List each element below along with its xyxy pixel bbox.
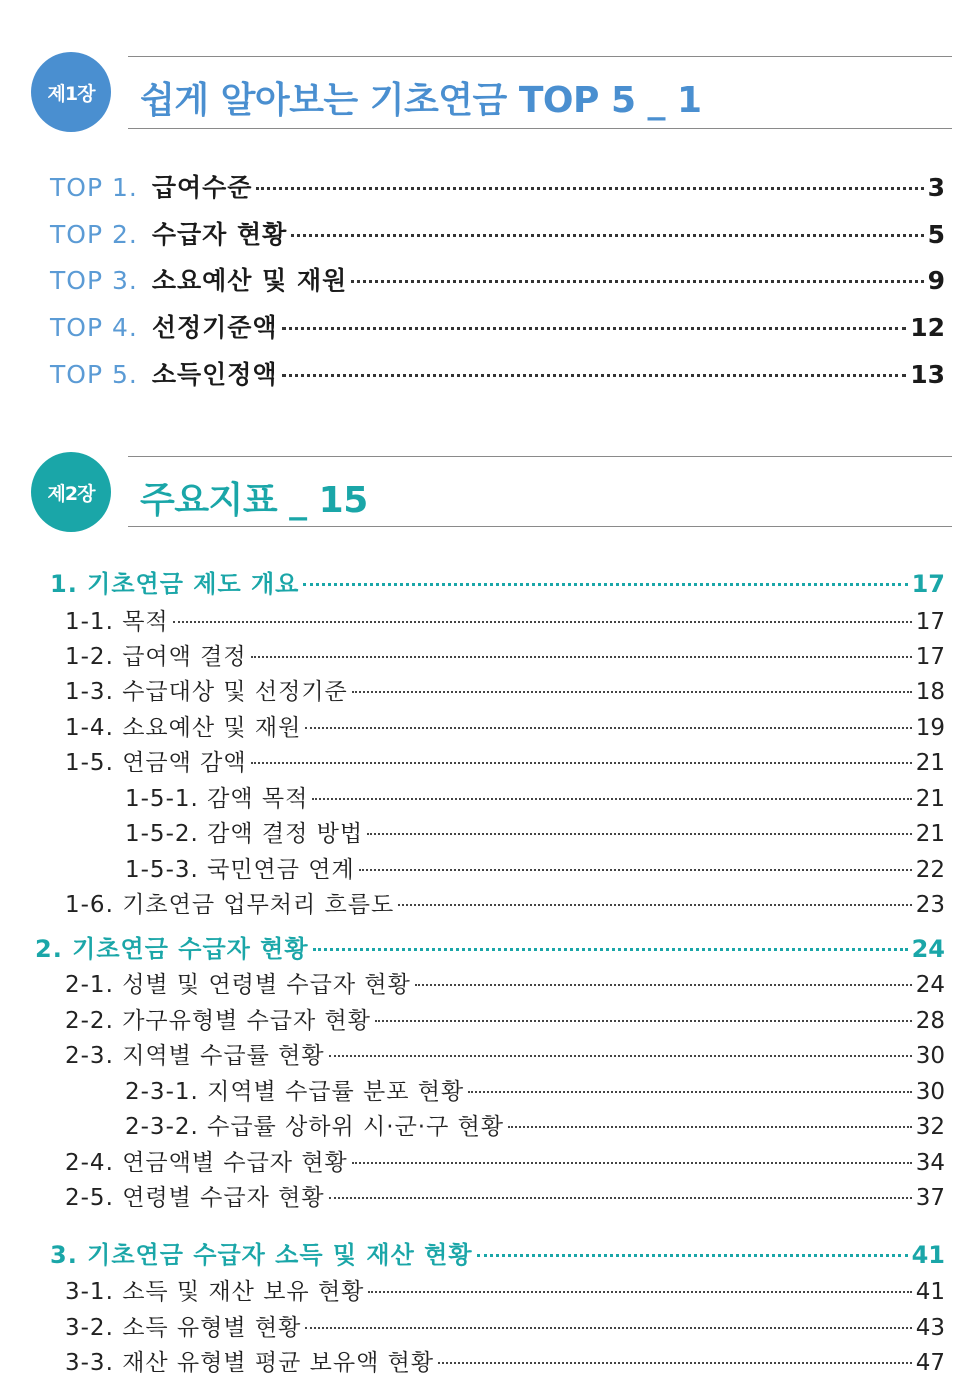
toc-entry-label: 1-2. 급여액 결정 — [65, 644, 247, 670]
toc-subsubsection[interactable] — [125, 851, 945, 884]
toc-subsection[interactable] — [65, 744, 945, 777]
toc-top-number: TOP 3. — [50, 266, 138, 295]
leader-dots — [251, 762, 912, 764]
toc-page-number: 37 — [915, 1185, 945, 1211]
leader-dots — [282, 327, 907, 330]
toc-top-number: TOP 5. — [50, 360, 138, 389]
toc-top-label: 선정기준액 — [151, 313, 278, 342]
toc-top-item[interactable] — [50, 168, 945, 204]
leader-dots — [312, 798, 911, 800]
leader-dots — [329, 1055, 912, 1057]
toc-top-label: 급여수준 — [151, 173, 253, 202]
toc-page-number: 21 — [915, 750, 945, 776]
leader-dots — [351, 280, 923, 283]
toc-subsection[interactable] — [65, 966, 945, 999]
toc-entry-label: 2-3. 지역별 수급률 현황 — [65, 1043, 325, 1069]
toc-subsection[interactable] — [65, 603, 945, 636]
toc-page-number: 17 — [915, 644, 945, 670]
toc-page-number: 17 — [915, 609, 945, 635]
toc-subsection[interactable] — [65, 1273, 945, 1306]
toc-subsection[interactable] — [65, 1179, 945, 1212]
toc-page-number: 24 — [915, 972, 945, 998]
toc-page-number: 43 — [915, 1315, 945, 1341]
toc-entry-label: 1-1. 목적 — [65, 609, 169, 635]
leader-dots — [305, 1327, 911, 1329]
toc-page-number: 41 — [915, 1279, 945, 1305]
toc-page-number: 34 — [915, 1150, 945, 1176]
toc-page-number: 24 — [911, 935, 945, 963]
leader-dots — [291, 234, 923, 237]
toc-section[interactable] — [50, 1235, 945, 1270]
toc-subsection[interactable] — [65, 1344, 945, 1377]
toc-top-label: 소득인정액 — [151, 360, 278, 389]
toc-entry-label: 1-3. 수급대상 및 선정기준 — [65, 679, 348, 705]
leader-dots — [438, 1362, 912, 1364]
toc-top-label: 소요예산 및 재원 — [151, 266, 348, 295]
leader-dots — [398, 904, 912, 906]
toc-entry-label: 3-2. 소득 유형별 현황 — [65, 1315, 302, 1341]
toc-top-number: TOP 2. — [50, 220, 138, 249]
toc-entry-label: 2-5. 연령별 수급자 현황 — [65, 1185, 325, 1211]
toc-page-number: 30 — [915, 1079, 945, 1105]
toc-subsubsection[interactable] — [125, 1073, 945, 1106]
toc-top-item[interactable] — [50, 355, 945, 391]
toc-subsection[interactable] — [65, 673, 945, 706]
leader-dots — [352, 1162, 912, 1164]
toc-page-number: 9 — [927, 266, 945, 295]
toc-subsection[interactable] — [65, 709, 945, 742]
toc-top-item[interactable] — [50, 308, 945, 344]
leader-dots — [305, 727, 911, 729]
chapter-1-badge: 제1장 — [31, 52, 111, 132]
chapter-2-bottom-rule — [128, 526, 952, 527]
toc-entry-label: 2. 기초연금 수급자 현황 — [35, 935, 309, 963]
toc-top-item[interactable] — [50, 261, 945, 297]
toc-entry-label: 3-3. 재산 유형별 평균 보유액 현황 — [65, 1350, 435, 1376]
leader-dots — [415, 984, 912, 986]
toc-subsection[interactable] — [65, 1037, 945, 1070]
toc-page-number: 21 — [915, 821, 945, 847]
toc-entry-label: 2-4. 연금액별 수급자 현황 — [65, 1150, 348, 1176]
leader-dots — [251, 656, 912, 658]
toc-subsection[interactable] — [65, 886, 945, 919]
toc-page-number: 32 — [915, 1114, 945, 1140]
toc-subsection[interactable] — [65, 638, 945, 671]
toc-section[interactable] — [50, 564, 945, 599]
toc-top-number: TOP 1. — [50, 173, 138, 202]
toc-entry-label: 1-5-2. 감액 결정 방법 — [125, 821, 364, 847]
toc-section[interactable] — [35, 929, 945, 964]
chapter-1-bottom-rule — [128, 128, 952, 129]
toc-page-number: 12 — [910, 313, 945, 342]
toc-page-number: 47 — [915, 1350, 945, 1376]
leader-dots — [367, 833, 912, 835]
leader-dots — [477, 1254, 908, 1257]
toc-entry-label: 3. 기초연금 수급자 소득 및 재산 현황 — [50, 1241, 473, 1269]
toc-subsection[interactable] — [65, 1002, 945, 1035]
leader-dots — [368, 1291, 911, 1293]
toc-entry-label: 1-5-3. 국민연금 연계 — [125, 857, 355, 883]
leader-dots — [468, 1091, 911, 1093]
leader-dots — [282, 374, 907, 377]
leader-dots — [173, 621, 912, 623]
chapter-1-top-rule — [128, 56, 952, 57]
toc-subsection[interactable] — [65, 1309, 945, 1342]
toc-entry-label: 2-1. 성별 및 연령별 수급자 현황 — [65, 972, 411, 998]
toc-page-number: 5 — [927, 220, 945, 249]
toc-page-number: 3 — [927, 173, 945, 202]
toc-subsection[interactable] — [65, 1144, 945, 1177]
toc-entry-label: 2-2. 가구유형별 수급자 현황 — [65, 1008, 371, 1034]
toc-entry-label: 3-1. 소득 및 재산 보유 현황 — [65, 1279, 365, 1305]
toc-subsubsection[interactable] — [125, 1108, 945, 1141]
toc-page-number: 17 — [911, 570, 945, 598]
toc-page-number: 28 — [915, 1008, 945, 1034]
toc-page-number: 41 — [911, 1241, 945, 1269]
chapter-2-title[interactable]: 주요지표 _ 15 — [140, 480, 368, 521]
leader-dots — [359, 869, 912, 871]
toc-page-number: 19 — [915, 715, 945, 741]
leader-dots — [375, 1020, 912, 1022]
toc-entry-label: 2-3-2. 수급률 상하위 시·군·구 현황 — [125, 1114, 505, 1140]
toc-entry-label: 1-5. 연금액 감액 — [65, 750, 247, 776]
toc-subsubsection[interactable] — [125, 780, 945, 813]
leader-dots — [352, 691, 912, 693]
toc-subsubsection[interactable] — [125, 815, 945, 848]
chapter-1-title[interactable]: 쉽게 알아보는 기초연금 TOP 5 _ 1 — [140, 80, 702, 121]
leader-dots — [313, 948, 908, 951]
toc-entry-label: 2-3-1. 지역별 수급률 분포 현황 — [125, 1079, 465, 1105]
toc-top-item[interactable] — [50, 215, 945, 251]
toc-entry-label: 1. 기초연금 제도 개요 — [50, 570, 300, 598]
toc-entry-label: 1-4. 소요예산 및 재원 — [65, 715, 302, 741]
toc-top-number: TOP 4. — [50, 313, 138, 342]
toc-page-number: 30 — [915, 1043, 945, 1069]
leader-dots — [329, 1197, 912, 1199]
leader-dots — [256, 187, 923, 190]
chapter-2-top-rule — [128, 456, 952, 457]
toc-entry-label: 1-5-1. 감액 목적 — [125, 786, 309, 812]
toc-entry-label: 1-6. 기초연금 업무처리 흐름도 — [65, 892, 395, 918]
toc-page-number: 21 — [915, 786, 945, 812]
toc-top-label: 수급자 현황 — [151, 220, 288, 249]
toc-page-number: 23 — [915, 892, 945, 918]
leader-dots — [508, 1126, 912, 1128]
toc-page-number: 18 — [915, 679, 945, 705]
chapter-2-badge: 제2장 — [31, 452, 111, 532]
toc-page-number: 22 — [915, 857, 945, 883]
leader-dots — [303, 583, 907, 586]
toc-page-number: 13 — [910, 360, 945, 389]
